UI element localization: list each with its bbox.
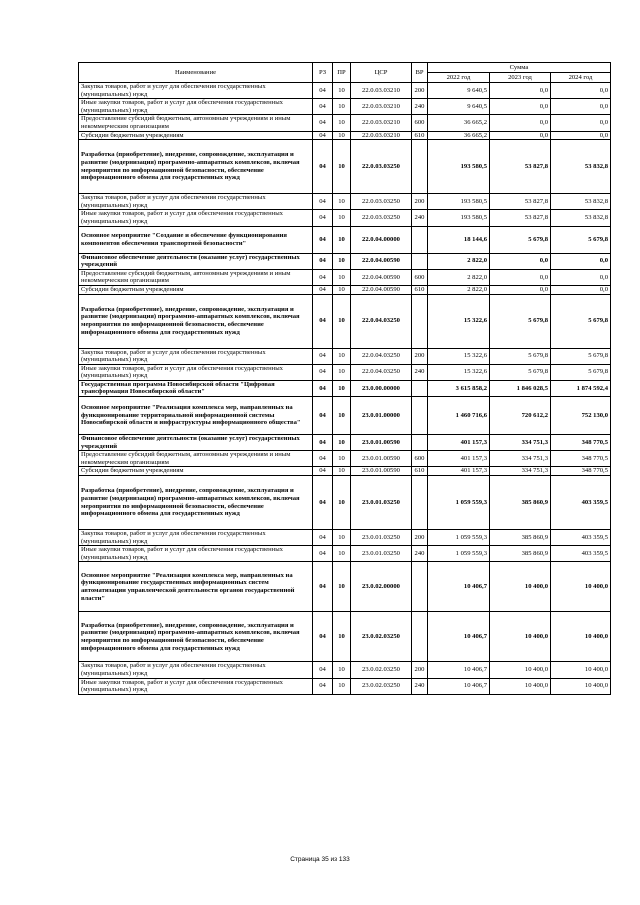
row-value-2023: 720 612,2 — [490, 397, 551, 435]
table-row — [79, 294, 611, 348]
row-vr: 600 — [412, 269, 428, 285]
row-value-2023: 53 827,8 — [490, 194, 551, 210]
row-vr — [412, 397, 428, 435]
row-name: Предоставление субсидий бюджетным, автономным учреждениям и иным некоммерческим организациям — [79, 115, 313, 131]
table-row — [79, 140, 611, 194]
row-vr: 240 — [412, 546, 428, 562]
table-row — [79, 115, 611, 131]
header-year-2023: 2023 год — [490, 73, 551, 83]
row-name: Субсидии бюджетным учреждениям — [79, 131, 313, 140]
table-row — [79, 285, 611, 294]
row-name: Предоставление субсидий бюджетным, автономным учреждениям и иным некоммерческим организациям — [79, 451, 313, 467]
row-rz: 04 — [313, 397, 333, 435]
row-value-2024: 53 832,8 — [551, 194, 611, 210]
row-vr — [412, 476, 428, 530]
row-name: Государственная программа Новосибирской области "Цифровая трансформация Новосибирской области" — [79, 380, 313, 396]
row-pr: 10 — [333, 294, 351, 348]
row-vr: 240 — [412, 210, 428, 226]
row-name: Разработка (приобретение), внедрение, сопровождение, эксплуатация и развитие (модернизация) программно-аппаратных комплексов, включая мероприятия по информационной безопасности, обеспечение информационного обмена для государственных нужд — [79, 140, 313, 194]
row-csr: 22.0.03.03250 — [351, 210, 412, 226]
row-value-2023: 385 860,9 — [490, 476, 551, 530]
row-vr — [412, 253, 428, 269]
row-csr: 23.0.02.03250 — [351, 678, 412, 694]
header-sum: Сумма — [428, 63, 611, 73]
row-vr: 610 — [412, 131, 428, 140]
row-pr: 10 — [333, 530, 351, 546]
row-value-2023: 0,0 — [490, 131, 551, 140]
row-csr: 22.0.04.03250 — [351, 294, 412, 348]
row-value-2024: 348 770,5 — [551, 467, 611, 476]
row-rz: 04 — [313, 294, 333, 348]
row-value-2022: 10 406,7 — [428, 562, 490, 612]
row-value-2022: 2 822,0 — [428, 269, 490, 285]
row-csr: 22.0.03.03250 — [351, 140, 412, 194]
row-name: Основное мероприятие "Реализация комплекса мер, направленных на функционирование государственных информационных систем автоматизации управленческой деятельности органов государственной власти" — [79, 562, 313, 612]
row-name: Разработка (приобретение), внедрение, сопровождение, эксплуатация и развитие (модернизация) программно-аппаратных комплексов, включая мероприятия по информационной безопасности, обеспечение информационного обмена для государственных нужд — [79, 612, 313, 662]
row-value-2022: 193 580,5 — [428, 194, 490, 210]
row-rz: 04 — [313, 253, 333, 269]
table-row — [79, 451, 611, 467]
row-value-2023: 385 860,9 — [490, 530, 551, 546]
row-pr: 10 — [333, 546, 351, 562]
row-value-2022: 401 157,3 — [428, 467, 490, 476]
row-value-2022: 1 059 559,3 — [428, 530, 490, 546]
row-name: Субсидии бюджетным учреждениям — [79, 285, 313, 294]
row-value-2023: 385 860,9 — [490, 546, 551, 562]
row-value-2023: 53 827,8 — [490, 210, 551, 226]
row-rz: 04 — [313, 435, 333, 451]
row-name: Субсидии бюджетным учреждениям — [79, 467, 313, 476]
header-rz: РЗ — [313, 63, 333, 83]
table-body — [79, 83, 611, 695]
row-rz: 04 — [313, 476, 333, 530]
row-name: Закупка товаров, работ и услуг для обеспечения государственных (муниципальных) нужд — [79, 194, 313, 210]
row-vr: 240 — [412, 364, 428, 380]
row-value-2023: 0,0 — [490, 253, 551, 269]
row-value-2023: 334 751,3 — [490, 467, 551, 476]
row-value-2022: 18 144,6 — [428, 226, 490, 253]
row-csr: 23.0.01.00590 — [351, 467, 412, 476]
row-name: Финансовое обеспечение деятельности (оказание услуг) государственных учреждений — [79, 253, 313, 269]
row-vr — [412, 612, 428, 662]
table-row — [79, 435, 611, 451]
row-value-2022: 9 640,5 — [428, 99, 490, 115]
row-value-2024: 5 679,8 — [551, 294, 611, 348]
row-csr: 22.0.03.03210 — [351, 99, 412, 115]
row-name: Разработка (приобретение), внедрение, сопровождение, эксплуатация и развитие (модернизация) программно-аппаратных комплексов, включая мероприятия по информационной безопасности, обеспечение информационного обмена для государственных нужд — [79, 476, 313, 530]
row-value-2024: 10 400,0 — [551, 612, 611, 662]
row-pr: 10 — [333, 612, 351, 662]
row-vr — [412, 226, 428, 253]
table-row — [79, 546, 611, 562]
table-row — [79, 210, 611, 226]
row-name: Иные закупки товаров, работ и услуг для обеспечения государственных (муниципальных) нужд — [79, 678, 313, 694]
row-pr: 10 — [333, 226, 351, 253]
row-pr: 10 — [333, 435, 351, 451]
row-name: Предоставление субсидий бюджетным, автономным учреждениям и иным некоммерческим организациям — [79, 269, 313, 285]
row-vr — [412, 562, 428, 612]
row-vr: 240 — [412, 99, 428, 115]
row-csr: 22.0.03.03250 — [351, 194, 412, 210]
page-number: Страница 35 из 133 — [290, 856, 350, 863]
row-value-2023: 10 400,0 — [490, 662, 551, 678]
row-name: Разработка (приобретение), внедрение, сопровождение, эксплуатация и развитие (модернизация) программно-аппаратных комплексов, включая мероприятия по информационной безопасности, обеспечение информационного обмена для государственных нужд — [79, 294, 313, 348]
row-csr: 22.0.04.03250 — [351, 348, 412, 364]
row-csr: 23.0.02.03250 — [351, 662, 412, 678]
row-csr: 23.0.02.03250 — [351, 612, 412, 662]
row-vr: 610 — [412, 467, 428, 476]
row-rz: 04 — [313, 451, 333, 467]
row-csr: 23.0.01.03250 — [351, 530, 412, 546]
row-value-2024: 10 400,0 — [551, 662, 611, 678]
row-value-2023: 10 400,0 — [490, 678, 551, 694]
row-name: Закупка товаров, работ и услуг для обеспечения государственных (муниципальных) нужд — [79, 83, 313, 99]
row-value-2023: 0,0 — [490, 285, 551, 294]
row-name: Иные закупки товаров, работ и услуг для обеспечения государственных (муниципальных) нужд — [79, 364, 313, 380]
table-row — [79, 662, 611, 678]
row-csr: 23.0.02.00000 — [351, 562, 412, 612]
row-csr: 23.0.01.03250 — [351, 546, 412, 562]
table-row — [79, 348, 611, 364]
row-name: Закупка товаров, работ и услуг для обеспечения государственных (муниципальных) нужд — [79, 348, 313, 364]
table-row — [79, 678, 611, 694]
row-pr: 10 — [333, 115, 351, 131]
row-pr: 10 — [333, 348, 351, 364]
row-rz: 04 — [313, 530, 333, 546]
row-rz: 04 — [313, 210, 333, 226]
row-value-2023: 0,0 — [490, 83, 551, 99]
row-value-2022: 401 157,3 — [428, 435, 490, 451]
header-vr: ВР — [412, 63, 428, 83]
row-vr: 200 — [412, 662, 428, 678]
row-pr: 10 — [333, 99, 351, 115]
row-value-2022: 2 822,0 — [428, 253, 490, 269]
row-name: Закупка товаров, работ и услуг для обеспечения государственных (муниципальных) нужд — [79, 530, 313, 546]
row-value-2022: 36 665,2 — [428, 115, 490, 131]
row-pr: 10 — [333, 476, 351, 530]
row-pr: 10 — [333, 397, 351, 435]
row-value-2024: 0,0 — [551, 99, 611, 115]
row-value-2023: 10 400,0 — [490, 562, 551, 612]
row-value-2024: 5 679,8 — [551, 348, 611, 364]
row-csr: 23.0.01.00590 — [351, 435, 412, 451]
header-csr: ЦСР — [351, 63, 412, 83]
row-csr: 23.0.01.03250 — [351, 476, 412, 530]
row-rz: 04 — [313, 562, 333, 612]
row-pr: 10 — [333, 562, 351, 612]
row-rz: 04 — [313, 364, 333, 380]
table-row — [79, 269, 611, 285]
row-value-2022: 1 059 559,3 — [428, 476, 490, 530]
row-value-2022: 10 406,7 — [428, 612, 490, 662]
row-rz: 04 — [313, 194, 333, 210]
row-rz: 04 — [313, 380, 333, 396]
row-value-2024: 10 400,0 — [551, 678, 611, 694]
row-rz: 04 — [313, 115, 333, 131]
row-value-2022: 193 580,5 — [428, 140, 490, 194]
row-value-2022: 15 322,6 — [428, 348, 490, 364]
row-rz: 04 — [313, 678, 333, 694]
row-csr: 22.0.04.00000 — [351, 226, 412, 253]
table-row — [79, 226, 611, 253]
row-rz: 04 — [313, 140, 333, 194]
row-value-2024: 752 130,0 — [551, 397, 611, 435]
row-csr: 22.0.03.03210 — [351, 115, 412, 131]
row-value-2022: 15 322,6 — [428, 364, 490, 380]
row-rz: 04 — [313, 348, 333, 364]
row-rz: 04 — [313, 83, 333, 99]
row-value-2022: 2 822,0 — [428, 285, 490, 294]
row-value-2024: 0,0 — [551, 269, 611, 285]
row-rz: 04 — [313, 612, 333, 662]
table-row — [79, 194, 611, 210]
row-pr: 10 — [333, 662, 351, 678]
row-value-2023: 334 751,3 — [490, 435, 551, 451]
table-row — [79, 476, 611, 530]
row-rz: 04 — [313, 99, 333, 115]
row-name: Иные закупки товаров, работ и услуг для обеспечения государственных (муниципальных) нужд — [79, 99, 313, 115]
row-value-2023: 10 400,0 — [490, 612, 551, 662]
row-name: Финансовое обеспечение деятельности (оказание услуг) государственных учреждений — [79, 435, 313, 451]
row-value-2024: 1 874 592,4 — [551, 380, 611, 396]
row-name: Иные закупки товаров, работ и услуг для обеспечения государственных (муниципальных) нужд — [79, 546, 313, 562]
row-vr: 610 — [412, 285, 428, 294]
row-pr: 10 — [333, 451, 351, 467]
row-value-2024: 0,0 — [551, 131, 611, 140]
row-csr: 23.0.01.00000 — [351, 397, 412, 435]
row-name: Закупка товаров, работ и услуг для обеспечения государственных (муниципальных) нужд — [79, 662, 313, 678]
row-vr: 600 — [412, 115, 428, 131]
row-value-2023: 0,0 — [490, 269, 551, 285]
row-value-2023: 5 679,8 — [490, 348, 551, 364]
row-csr: 23.0.00.00000 — [351, 380, 412, 396]
row-value-2023: 334 751,3 — [490, 451, 551, 467]
header-year-2024: 2024 год — [551, 73, 611, 83]
row-pr: 10 — [333, 210, 351, 226]
row-value-2024: 0,0 — [551, 115, 611, 131]
row-csr: 22.0.03.03210 — [351, 83, 412, 99]
table-row — [79, 83, 611, 99]
row-value-2024: 348 770,5 — [551, 435, 611, 451]
row-value-2023: 53 827,8 — [490, 140, 551, 194]
row-value-2024: 348 770,5 — [551, 451, 611, 467]
row-value-2024: 5 679,8 — [551, 226, 611, 253]
table-row — [79, 364, 611, 380]
row-csr: 23.0.01.00590 — [351, 451, 412, 467]
row-csr: 22.0.03.03210 — [351, 131, 412, 140]
row-rz: 04 — [313, 269, 333, 285]
row-vr: 200 — [412, 530, 428, 546]
row-rz: 04 — [313, 662, 333, 678]
row-value-2022: 10 406,7 — [428, 662, 490, 678]
table-row — [79, 131, 611, 140]
row-value-2022: 1 059 559,3 — [428, 546, 490, 562]
row-value-2024: 0,0 — [551, 253, 611, 269]
table-row — [79, 99, 611, 115]
row-vr — [412, 294, 428, 348]
row-vr: 200 — [412, 83, 428, 99]
row-value-2024: 53 832,8 — [551, 210, 611, 226]
row-vr: 200 — [412, 348, 428, 364]
row-value-2022: 9 640,5 — [428, 83, 490, 99]
row-value-2024: 0,0 — [551, 83, 611, 99]
row-pr: 10 — [333, 285, 351, 294]
row-value-2024: 403 359,5 — [551, 530, 611, 546]
row-name: Иные закупки товаров, работ и услуг для обеспечения государственных (муниципальных) нужд — [79, 210, 313, 226]
budget-table — [78, 62, 611, 695]
row-pr: 10 — [333, 380, 351, 396]
row-value-2023: 5 679,8 — [490, 294, 551, 348]
table-row — [79, 612, 611, 662]
row-value-2024: 53 832,8 — [551, 140, 611, 194]
row-value-2024: 0,0 — [551, 285, 611, 294]
row-pr: 10 — [333, 194, 351, 210]
row-pr: 10 — [333, 678, 351, 694]
table-row — [79, 467, 611, 476]
row-value-2023: 0,0 — [490, 115, 551, 131]
row-value-2023: 1 846 028,5 — [490, 380, 551, 396]
row-name: Основное мероприятие "Создание и обеспечение функционирования компонентов обеспечения транспортной безопасности" — [79, 226, 313, 253]
row-value-2022: 1 460 716,6 — [428, 397, 490, 435]
table-row — [79, 562, 611, 612]
row-csr: 22.0.04.03250 — [351, 364, 412, 380]
row-pr: 10 — [333, 83, 351, 99]
row-vr — [412, 435, 428, 451]
row-rz: 04 — [313, 546, 333, 562]
row-pr: 10 — [333, 253, 351, 269]
row-value-2024: 10 400,0 — [551, 562, 611, 612]
row-value-2023: 5 679,8 — [490, 364, 551, 380]
row-pr: 10 — [333, 364, 351, 380]
row-value-2022: 401 157,3 — [428, 451, 490, 467]
row-value-2023: 0,0 — [490, 99, 551, 115]
row-rz: 04 — [313, 467, 333, 476]
row-value-2024: 403 359,5 — [551, 476, 611, 530]
table-row — [79, 380, 611, 396]
table-row — [79, 530, 611, 546]
row-rz: 04 — [313, 226, 333, 253]
row-pr: 10 — [333, 131, 351, 140]
row-vr — [412, 140, 428, 194]
row-rz: 04 — [313, 131, 333, 140]
table-row — [79, 397, 611, 435]
row-pr: 10 — [333, 269, 351, 285]
row-value-2024: 5 679,8 — [551, 364, 611, 380]
row-value-2022: 3 615 858,2 — [428, 380, 490, 396]
row-value-2022: 15 322,6 — [428, 294, 490, 348]
table-row — [79, 253, 611, 269]
row-value-2022: 36 665,2 — [428, 131, 490, 140]
row-csr: 22.0.04.00590 — [351, 253, 412, 269]
header-name: Наименование — [79, 63, 313, 83]
row-vr: 240 — [412, 678, 428, 694]
header-pr: ПР — [333, 63, 351, 83]
row-value-2023: 5 679,8 — [490, 226, 551, 253]
row-value-2024: 403 359,5 — [551, 546, 611, 562]
row-pr: 10 — [333, 140, 351, 194]
row-vr: 600 — [412, 451, 428, 467]
row-value-2022: 193 580,5 — [428, 210, 490, 226]
row-name: Основное мероприятие "Реализация комплекса мер, направленных на функционирование территориальной информационной системы Новосибирской области и инфраструктуры информационного общества" — [79, 397, 313, 435]
row-value-2022: 10 406,7 — [428, 678, 490, 694]
row-vr: 200 — [412, 194, 428, 210]
row-vr — [412, 380, 428, 396]
row-csr: 22.0.04.00590 — [351, 269, 412, 285]
header-year-2022: 2022 год — [428, 73, 490, 83]
row-csr: 22.0.04.00590 — [351, 285, 412, 294]
row-rz: 04 — [313, 285, 333, 294]
row-pr: 10 — [333, 467, 351, 476]
